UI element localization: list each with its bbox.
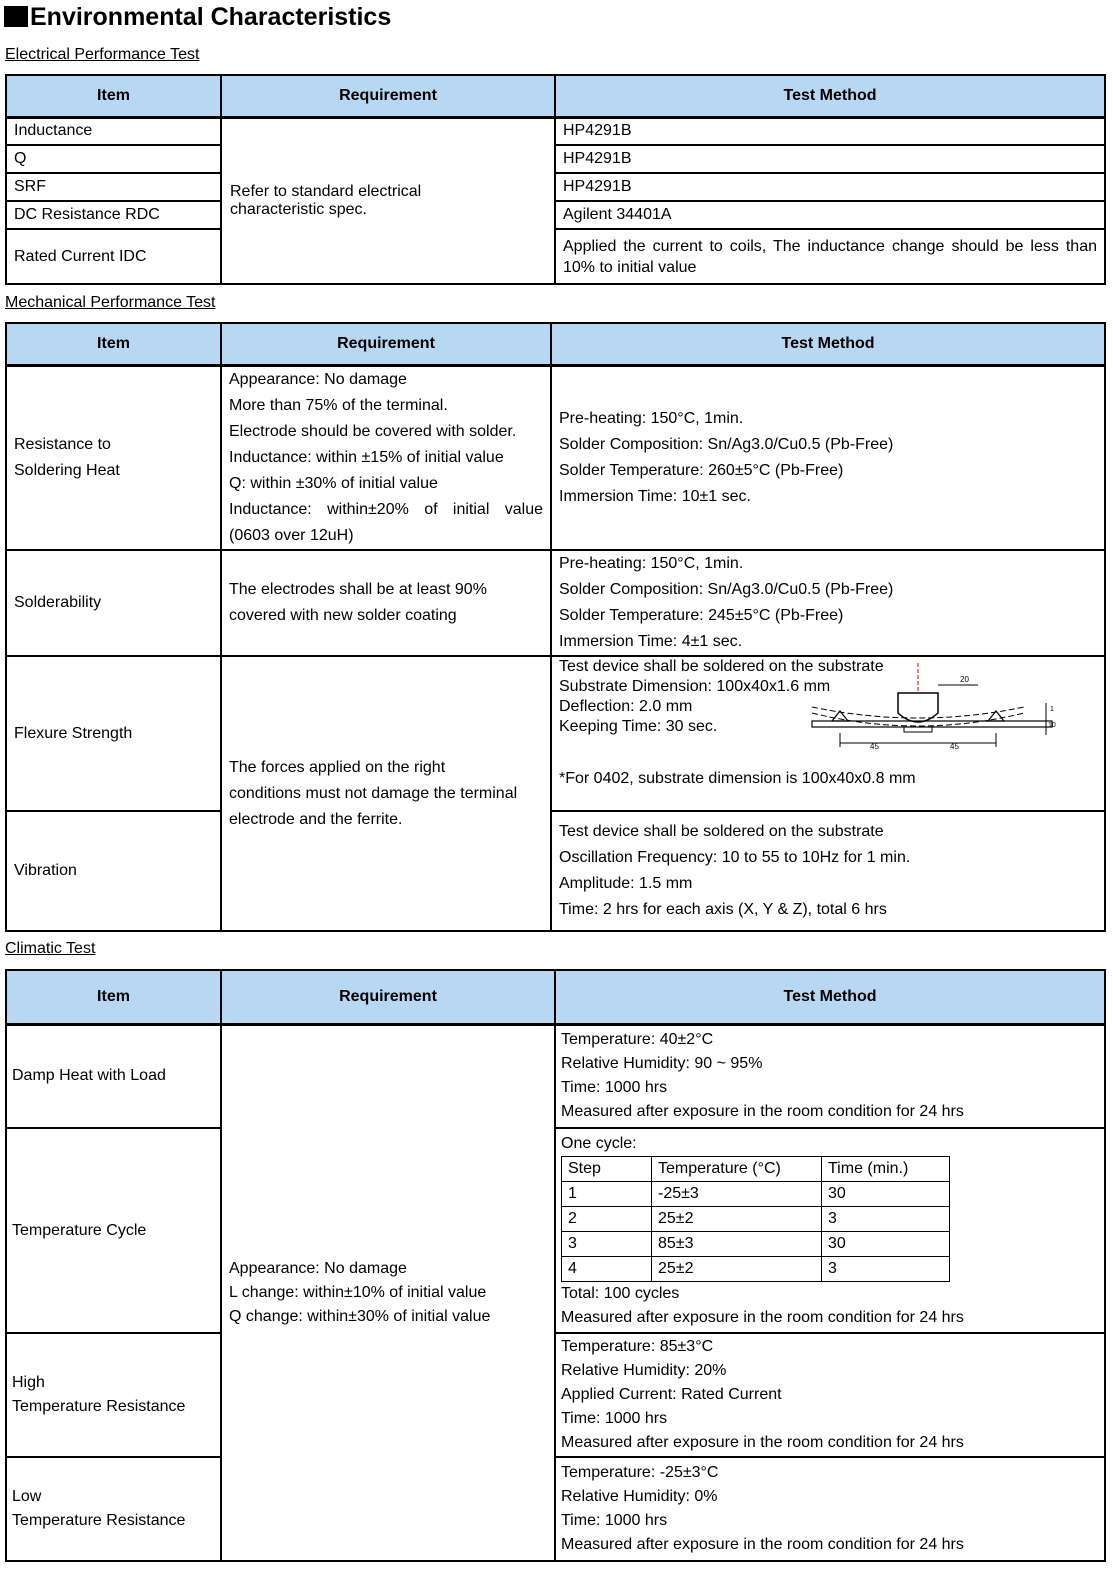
mechanical-table (5, 322, 1106, 932)
header-test-method: Test Method (555, 75, 1105, 117)
method-cell: Agilent 34401A (555, 201, 1105, 229)
cycle-cell: 30 (822, 1231, 950, 1256)
cycle-cell: 3 (822, 1206, 950, 1231)
cycle-total: Total: 100 cycles (561, 1284, 680, 1302)
method-line: Solder Composition: Sn/Ag3.0/Cu0.5 (Pb-Free) (559, 435, 894, 453)
item-cell: Solderability (6, 550, 221, 656)
method-cell (555, 1128, 1105, 1333)
header-requirement: Requirement (221, 75, 555, 117)
method-line: Solder Temperature: 260±5°C (Pb-Free) (559, 461, 844, 479)
method-line: Relative Humidity: 90 ~ 95% (561, 1055, 763, 1073)
header-requirement: Requirement (221, 970, 555, 1024)
electrical-table (5, 74, 1106, 285)
diagram-label-right: 45 (950, 742, 959, 751)
method-line: Measured after exposure in the room condition for 24 hrs (561, 1103, 964, 1121)
method-cell (555, 1024, 1105, 1128)
requirement-line: Inductance: within±20% of initial value (0603 over 12uH) (229, 500, 543, 544)
item-cell: Temperature Cycle (6, 1128, 221, 1333)
cycle-table-row (562, 1206, 950, 1231)
method-line: Immersion Time: 10±1 sec. (559, 487, 751, 505)
diagram-label-edge: 1 (1050, 706, 1054, 713)
cycle-cell: 25±2 (652, 1256, 822, 1281)
cycle-cell: 85±3 (652, 1231, 822, 1256)
method-cell: HP4291B (555, 117, 1105, 145)
header-item: Item (6, 323, 221, 365)
method-line: Applied Current: Rated Current (561, 1386, 782, 1403)
header-test-method: Test Method (551, 323, 1105, 365)
climatic-table (5, 969, 1106, 1562)
item-line: Temperature Resistance (12, 1398, 186, 1415)
header-item: Item (6, 75, 221, 117)
cycle-cell: 3 (562, 1231, 652, 1256)
electrical-section-heading: Electrical Performance Test (5, 46, 200, 63)
item-cell (6, 365, 221, 550)
table-row (6, 656, 1105, 811)
method-cell (551, 811, 1105, 931)
item-cell: Q (6, 145, 221, 173)
table-row (6, 173, 1105, 201)
method-cell: Applied the current to coils, The inductance change should be less than 10% to initial value (555, 229, 1105, 284)
requirement-cell (221, 365, 551, 550)
cycle-cell: -25±3 (652, 1181, 822, 1206)
table-row (6, 550, 1105, 656)
method-cell (551, 656, 1105, 811)
requirement-line: covered with new solder coating (229, 607, 457, 624)
table-row (6, 811, 1105, 931)
method-line: Time: 2 hrs for each axis (X, Y & Z), total 6 hrs (559, 901, 887, 918)
method-cell (551, 550, 1105, 656)
cycle-table-header (562, 1156, 950, 1181)
cycle-cell: 1 (562, 1181, 652, 1206)
requirement-cell (221, 117, 555, 284)
mechanical-section-heading: Mechanical Performance Test (5, 294, 216, 311)
climatic-header-row (6, 970, 1105, 1024)
method-line: Time: 1000 hrs (561, 1410, 668, 1427)
method-line: Test device shall be soldered on the substrate (559, 823, 884, 840)
method-line: Time: 1000 hrs (561, 1512, 668, 1529)
requirement-line: electrode and the ferrite. (229, 810, 403, 828)
diagram-test-device (904, 727, 932, 732)
requirement-cell (221, 1024, 555, 1561)
table-row (6, 1333, 1105, 1457)
page-title-text: Environmental Characteristics (30, 3, 392, 31)
method-line: Measured after exposure in the room condition for 24 hrs (561, 1434, 964, 1451)
cycle-table-row (562, 1256, 950, 1281)
method-line: Relative Humidity: 0% (561, 1488, 718, 1505)
requirement-line: L change: within±10% of initial value (229, 1283, 487, 1301)
cycle-measured: Measured after exposure in the room condition for 24 hrs (561, 1308, 964, 1326)
method-cell (555, 1457, 1105, 1561)
method-line: Measured after exposure in the room condition for 24 hrs (561, 1536, 964, 1553)
mechanical-header-row (6, 323, 1105, 365)
flexure-test-diagram (810, 663, 1060, 759)
item-cell: DC Resistance RDC (6, 201, 221, 229)
page-title (4, 0, 391, 34)
item-line: Temperature Resistance (12, 1512, 186, 1529)
requirement-cell (221, 550, 551, 656)
method-line: Test device shall be soldered on the substrate (559, 658, 884, 675)
requirement-line: The forces applied on the right (229, 758, 446, 776)
diagram-label-side: 10 (1048, 722, 1056, 729)
method-line: Pre-heating: 150°C, 1min. (559, 409, 744, 427)
table-row (6, 365, 1105, 550)
header-test-method: Test Method (555, 970, 1105, 1024)
requirement-line: conditions must not damage the terminal (229, 784, 518, 802)
method-line: Substrate Dimension: 100x40x1.6 mm (559, 678, 831, 695)
cycle-table-row (562, 1181, 950, 1206)
method-line: Amplitude: 1.5 mm (559, 875, 693, 892)
cycle-header-step: Step (562, 1156, 652, 1181)
table-row (6, 201, 1105, 229)
requirement-line: Refer to standard electrical (230, 182, 422, 200)
table-row (6, 117, 1105, 145)
requirement-line: Electrode should be covered with solder. (229, 422, 517, 440)
cycle-table-row (562, 1231, 950, 1256)
method-cell (551, 365, 1105, 550)
requirement-line: Q change: within±30% of initial value (229, 1307, 491, 1325)
item-line: Soldering Heat (14, 461, 120, 479)
method-line: Pre-heating: 150°C, 1min. (559, 555, 744, 572)
table-row (6, 229, 1105, 284)
requirement-line: Appearance: No damage (229, 370, 407, 388)
climatic-section-heading: Climatic Test (5, 940, 96, 957)
method-line: Keeping Time: 30 sec. (559, 718, 718, 735)
table-row (6, 1457, 1105, 1561)
header-requirement: Requirement (221, 323, 551, 365)
method-line: Temperature: -25±3°C (561, 1464, 719, 1481)
item-line: Low (12, 1488, 42, 1505)
method-cell: HP4291B (555, 145, 1105, 173)
method-line: Solder Composition: Sn/Ag3.0/Cu0.5 (Pb-Free) (559, 581, 894, 598)
cycle-header-time: Time (min.) (822, 1156, 950, 1181)
requirement-line: More than 75% of the terminal. (229, 396, 448, 414)
requirement-line: Inductance: within ±15% of initial value (229, 448, 504, 466)
requirement-line: Appearance: No damage (229, 1259, 407, 1277)
method-line: Solder Temperature: 245±5°C (Pb-Free) (559, 607, 844, 624)
item-cell: Flexure Strength (6, 656, 221, 811)
requirement-cell (221, 656, 551, 931)
method-line: Oscillation Frequency: 10 to 55 to 10Hz for 1 min. (559, 849, 911, 866)
diagram-label-top: 20 (960, 675, 969, 684)
item-cell (6, 1333, 221, 1457)
cycle-cell: 2 (562, 1206, 652, 1231)
diagram-label-left: 45 (870, 742, 879, 751)
method-line: Temperature: 40±2°C (561, 1031, 714, 1049)
cycle-cell: 30 (822, 1181, 950, 1206)
table-row (6, 1128, 1105, 1333)
method-line: Time: 1000 hrs (561, 1079, 668, 1097)
item-line: High (12, 1374, 45, 1391)
item-cell: Damp Heat with Load (6, 1024, 221, 1128)
cycle-header-temperature: Temperature (°C) (652, 1156, 822, 1181)
method-line: Temperature: 85±3°C (561, 1338, 714, 1355)
item-cell: SRF (6, 173, 221, 201)
item-cell: Vibration (6, 811, 221, 931)
electrical-header-row (6, 75, 1105, 117)
cycle-cell: 25±2 (652, 1206, 822, 1231)
method-cell (555, 1333, 1105, 1457)
cycle-intro: One cycle: (561, 1134, 637, 1152)
method-line: Deflection: 2.0 mm (559, 698, 693, 715)
table-row (6, 1024, 1105, 1128)
title-square-icon (4, 6, 28, 27)
requirement-line: Q: within ±30% of initial value (229, 474, 438, 492)
cycle-cell: 3 (822, 1256, 950, 1281)
flexure-note: *For 0402, substrate dimension is 100x40x0.8 mm (559, 770, 916, 787)
item-cell (6, 1457, 221, 1561)
method-line: Relative Humidity: 20% (561, 1362, 727, 1379)
header-item: Item (6, 970, 221, 1024)
method-cell: HP4291B (555, 173, 1105, 201)
item-cell: Rated Current IDC (6, 229, 221, 284)
item-cell: Inductance (6, 117, 221, 145)
table-row (6, 145, 1105, 173)
cycle-table (561, 1156, 950, 1282)
cycle-cell: 4 (562, 1256, 652, 1281)
requirement-line: characteristic spec. (230, 200, 367, 218)
requirement-line: The electrodes shall be at least 90% (229, 581, 487, 598)
method-line: Immersion Time: 4±1 sec. (559, 633, 743, 650)
item-line: Resistance to (14, 435, 111, 453)
